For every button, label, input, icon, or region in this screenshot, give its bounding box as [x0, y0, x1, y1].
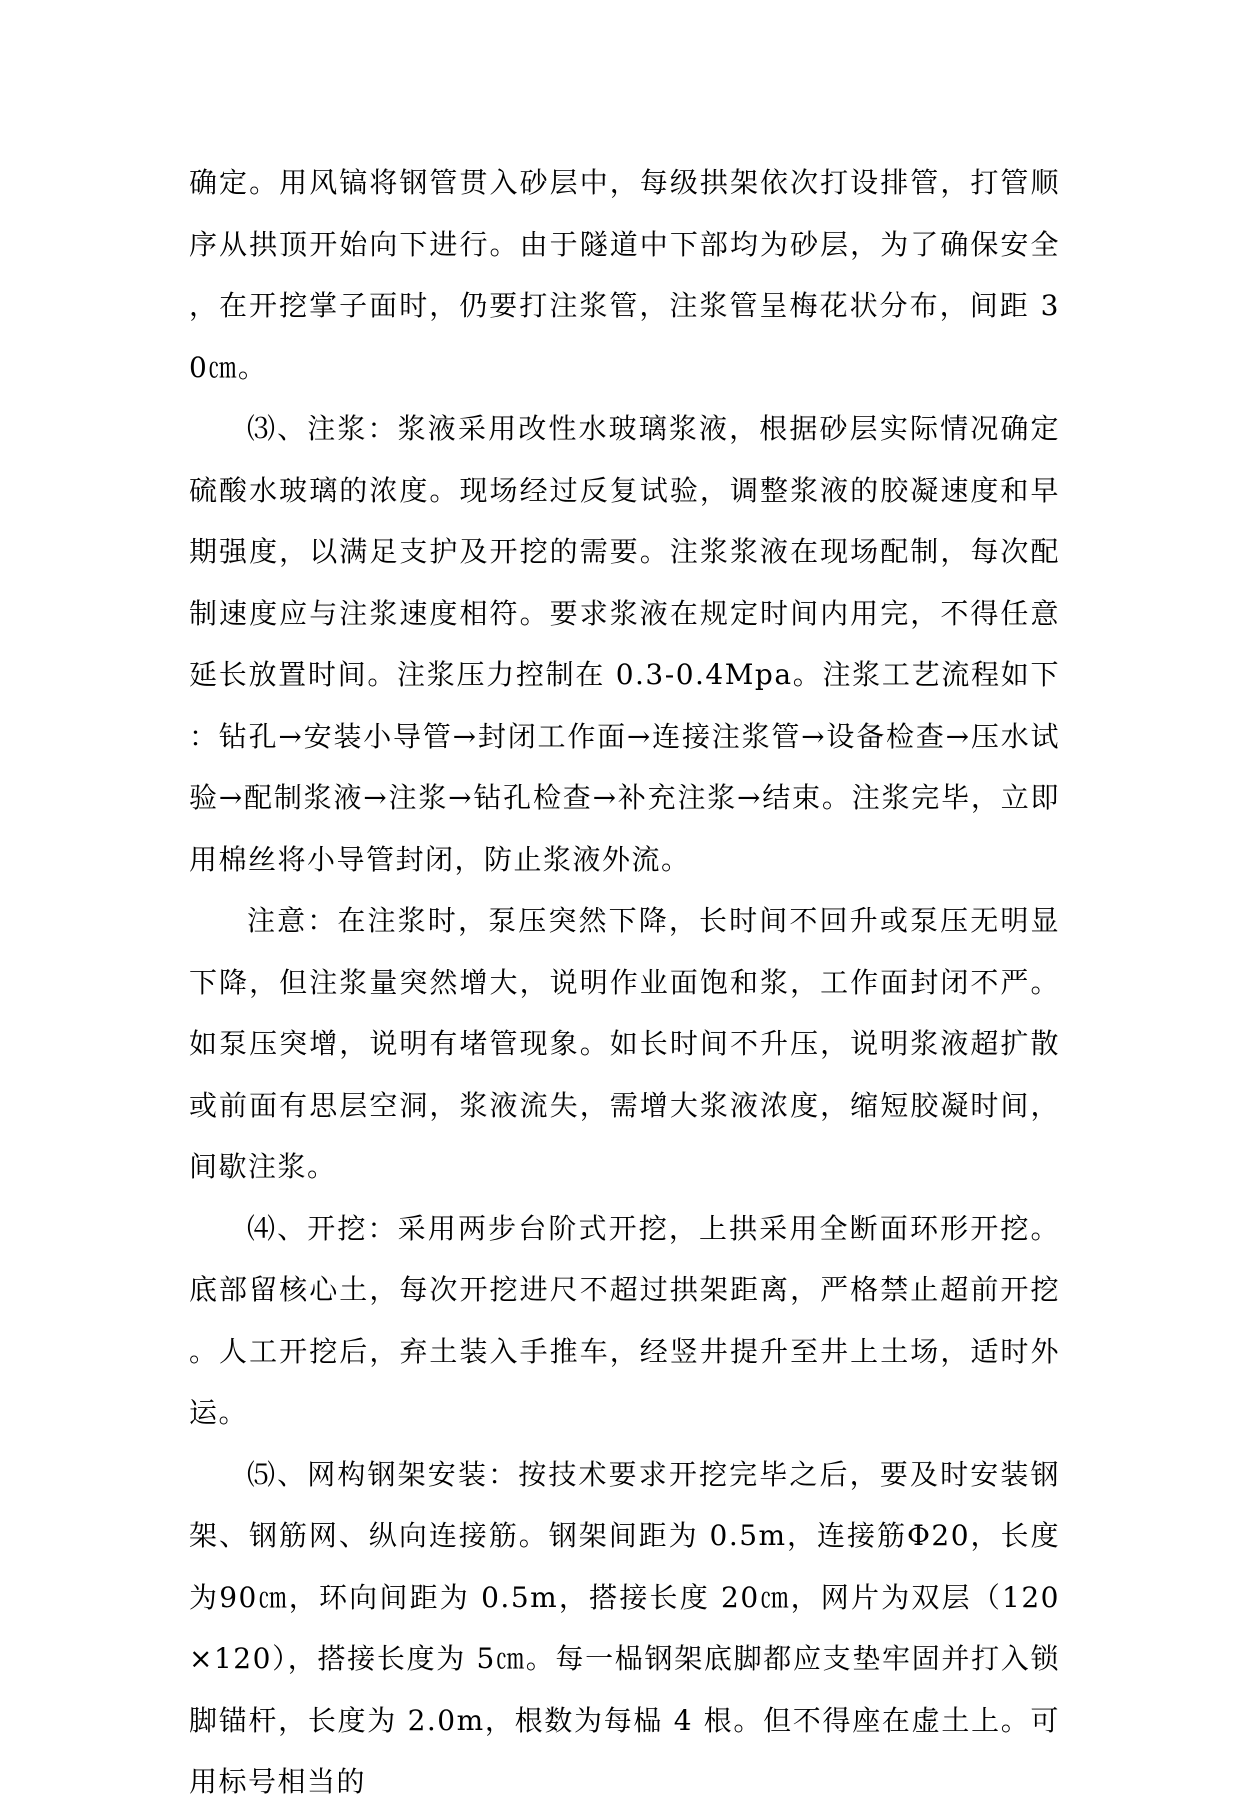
paragraph-pipe-driving: 确定。用风镐将钢管贯入砂层中，每级拱架依次打设排管，打管顺序从拱顶开始向下进行。由于隧道中下部均为砂层，为了确保安全，在开挖掌子面时，仍要打注浆管，注浆管呈梅花状分布，间距 30㎝。 — [189, 166, 1060, 384]
paragraph-grouting: ⑶、注浆：浆液采用改性水玻璃浆液，根据砂层实际情况确定硫酸水玻璃的浓度。现场经过反复试验，调整浆液的胶凝速度和早期强度，以满足支护及开挖的需要。注浆浆液在现场配制，每次配制速度应与注浆速度相符。要求浆液在规定时间内用完，不得任意延长放置时间。注浆压力控制在 0.3-0.4Mpa。注浆工艺流程如下：钻孔→安装小导管→封闭工作面→连接注浆管→设备检查→压水试验→配制浆液→注浆→钻孔检查→补充注浆→结束。注浆完毕，立即用棉丝将小导管封闭，防止浆液外流。 — [189, 412, 1060, 876]
paragraph-steel-frame: ⑸、网构钢架安装：按技术要求开挖完毕之后，要及时安装钢架、钢筋网、纵向连接筋。钢架间距为 0.5m，连接筋Φ20，长度为90㎝，环向间距为 0.5m，搭接长度 20㎝，网片为双层（120×120），搭接长度为 5㎝。每一榀钢架底脚都应支垫牢固并打入锁脚锚杆，长度为 2.0m，根数为每榀 4 根。但不得座在虚土上。可用标号相当的 — [189, 1457, 1060, 1798]
paragraph-excavation: ⑷、开挖：采用两步台阶式开挖，上拱采用全断面环形开挖。底部留核心土，每次开挖进尺不超过拱架距离，严格禁止超前开挖。人工开挖后，弃土装入手推车，经竖井提升至井上土场，适时外运。 — [189, 1211, 1060, 1429]
document-body — [189, 152, 1060, 1813]
paragraph-grouting-note: 注意：在注浆时，泵压突然下降，长时间不回升或泵压无明显下降，但注浆量突然增大，说明作业面饱和浆，工作面封闭不严。如泵压突增，说明有堵管现象。如长时间不升压，说明浆液超扩散或前面有思层空洞，浆液流失，需增大浆液浓度，缩短胶凝时间，间歇注浆。 — [189, 904, 1060, 1183]
